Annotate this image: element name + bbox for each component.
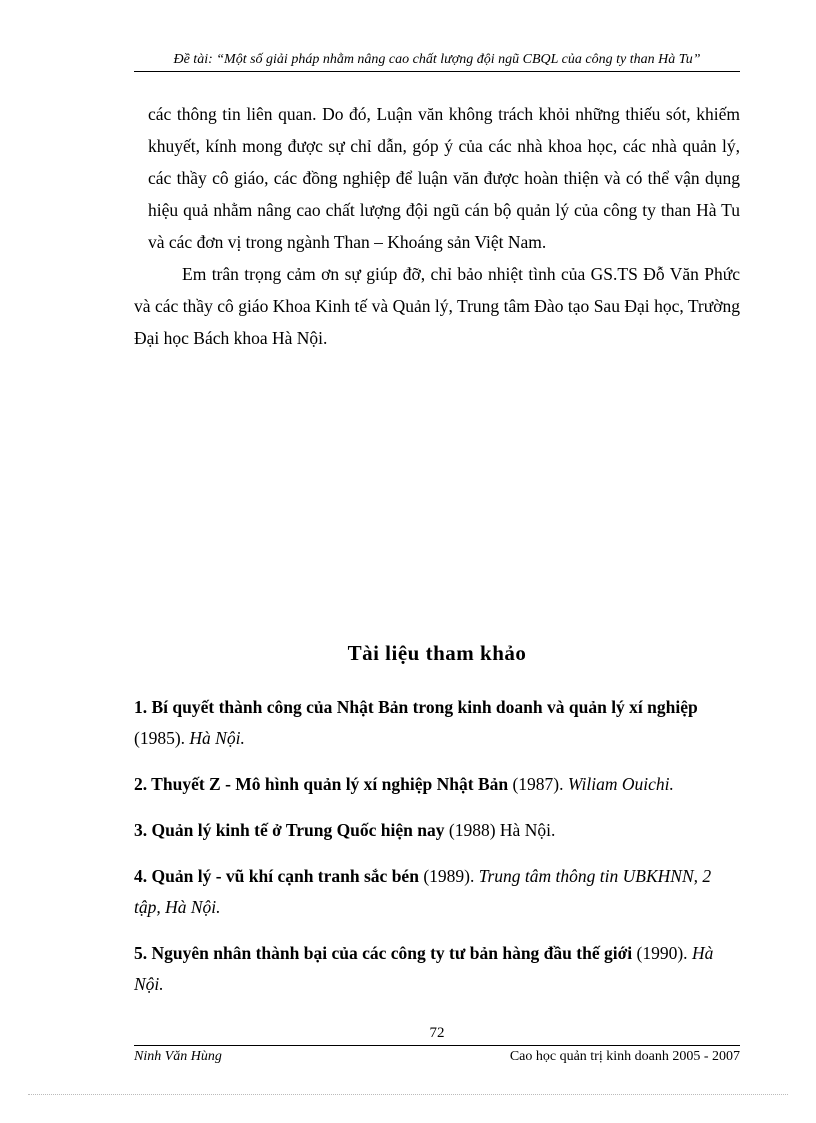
reference-year: (1990). <box>632 943 688 963</box>
footer-author: Ninh Văn Hùng <box>134 1049 222 1064</box>
reference-source: Hà Nội. <box>185 728 245 748</box>
reference-source: Hà Nội. <box>134 943 714 994</box>
reference-source: Wiliam Ouichi. <box>563 774 674 794</box>
body-text <box>134 98 740 354</box>
running-header <box>134 52 740 72</box>
page-edge-divider <box>28 1094 788 1095</box>
body-paragraph-2: Em trân trọng cảm ơn sự giúp đỡ, chỉ bảo nhiệt tình của GS.TS Đỗ Văn Phức và các thầy cô giáo Khoa Kinh tế và Quản lý, Trung tâm Đào tạo Sau Đại học, Trường Đại học Bách khoa Hà Nội. <box>134 264 740 348</box>
footer-program: Cao học quản trị kinh doanh 2005 - 2007 <box>509 1049 740 1064</box>
reference-item <box>134 769 740 800</box>
reference-item <box>134 815 740 846</box>
reference-title: 5. Nguyên nhân thành bại của các công ty tư bản hàng đầu thế giới <box>134 943 633 963</box>
body-paragraph-1: các thông tin liên quan. Do đó, Luận văn không trách khỏi những thiếu sót, khiếm khuyết, kính mong được sự chỉ dẫn, góp ý của các nhà khoa học, các nhà quản lý, các thầy cô giáo, các đồng nghiệp để luận văn được hoàn thiện và có thể vận dụng hiệu quả nhằm nâng cao chất lượng đội ngũ cán bộ quản lý của công ty than Hà Tu và các đơn vị trong ngành Than – Khoáng sản Việt Nam. <box>148 104 740 252</box>
reference-year: (1987). <box>508 774 564 794</box>
running-footer <box>134 1045 740 1065</box>
references-list <box>134 692 740 1015</box>
reference-title: 3. Quản lý kinh tế ở Trung Quốc hiện nay <box>134 820 445 840</box>
reference-item <box>134 692 740 754</box>
reference-year: (1988) Hà Nội. <box>444 820 556 840</box>
reference-item <box>134 938 740 1000</box>
reference-title: 4. Quản lý - vũ khí cạnh tranh sắc bén <box>134 866 419 886</box>
reference-year: (1989). <box>418 866 475 886</box>
reference-source: Trung tâm thông tin UBKHNN, 2 tập, Hà Nội. <box>134 866 712 917</box>
reference-year: (1985). <box>134 728 186 748</box>
page-number: 72 <box>429 1025 445 1041</box>
header-title: Đề tài: “Một số giải pháp nhằm nâng cao chất lượng đội ngũ CBQL của công ty than Hà Tu” <box>173 52 701 67</box>
references-title: Tài liệu tham khảo <box>347 641 527 665</box>
reference-title: 1. Bí quyết thành công của Nhật Bản trong kinh doanh và quản lý xí nghiệp <box>134 697 698 717</box>
reference-item <box>134 861 740 923</box>
reference-title: 2. Thuyết Z - Mô hình quản lý xí nghiệp Nhật Bản <box>134 774 509 794</box>
